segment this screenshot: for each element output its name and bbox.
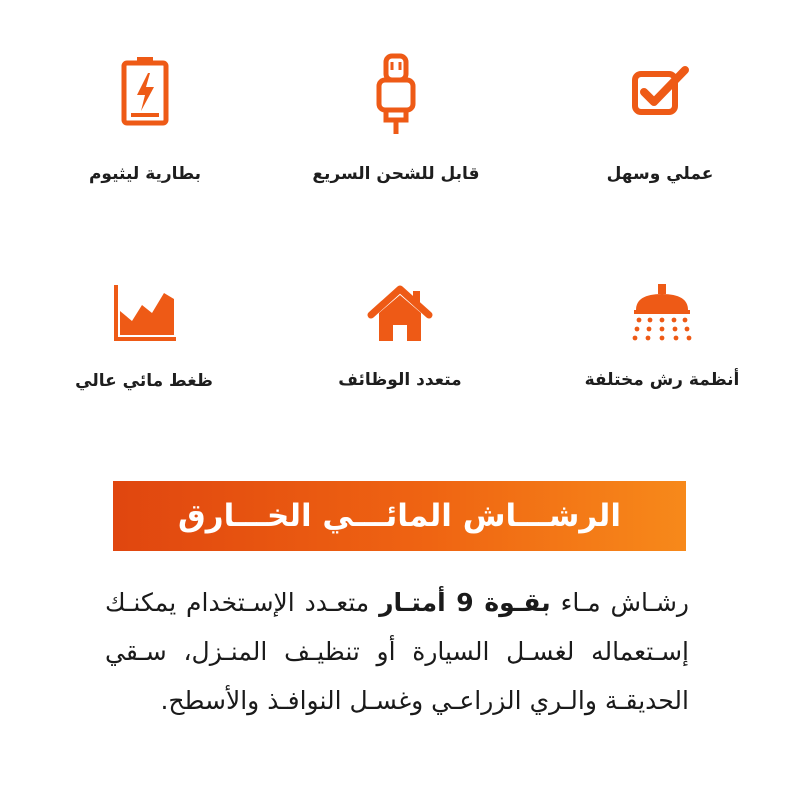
- house-icon: [367, 285, 433, 345]
- feature-practical: [550, 62, 770, 202]
- feature-label: ظغط مائي عالي: [75, 371, 213, 391]
- feature-fast-charge: [286, 52, 506, 202]
- feature-battery: [35, 55, 255, 202]
- feature-high-pressure: [34, 283, 254, 404]
- feature-label: قابل للشحن السريع: [312, 164, 480, 184]
- check-box-icon: [625, 62, 695, 122]
- pressure-chart-icon: [110, 283, 178, 343]
- feature-label: عملي وسهل: [606, 164, 714, 184]
- feature-label: أنظمة رش مختلفة: [584, 370, 740, 390]
- product-description: [105, 578, 689, 725]
- feature-label: بطارية ليثيوم: [88, 164, 202, 184]
- banner-title: الرشـــاش المائـــي الخـــارق: [178, 498, 621, 534]
- charging-cable-icon: [366, 52, 426, 137]
- feature-label: متعدد الوظائف: [338, 370, 462, 390]
- shower-head-icon: [627, 284, 697, 344]
- feature-spray-modes: [552, 284, 772, 404]
- description-highlight: بقـوة 9 أمتـار: [379, 588, 551, 617]
- description-text-1: رشـاش مـاء: [550, 588, 690, 617]
- description-text-2: متعـدد الإسـتخدام يمكنـك إسـتعماله لغسـل السيارة أو تنظيـف المنـزل، سـقي الحديقـة والـري الزراعـي وغسـل النوافـذ والأسطح.: [105, 588, 689, 715]
- battery-icon: [115, 55, 175, 127]
- title-banner: [113, 481, 686, 551]
- feature-multi-function: [290, 285, 510, 404]
